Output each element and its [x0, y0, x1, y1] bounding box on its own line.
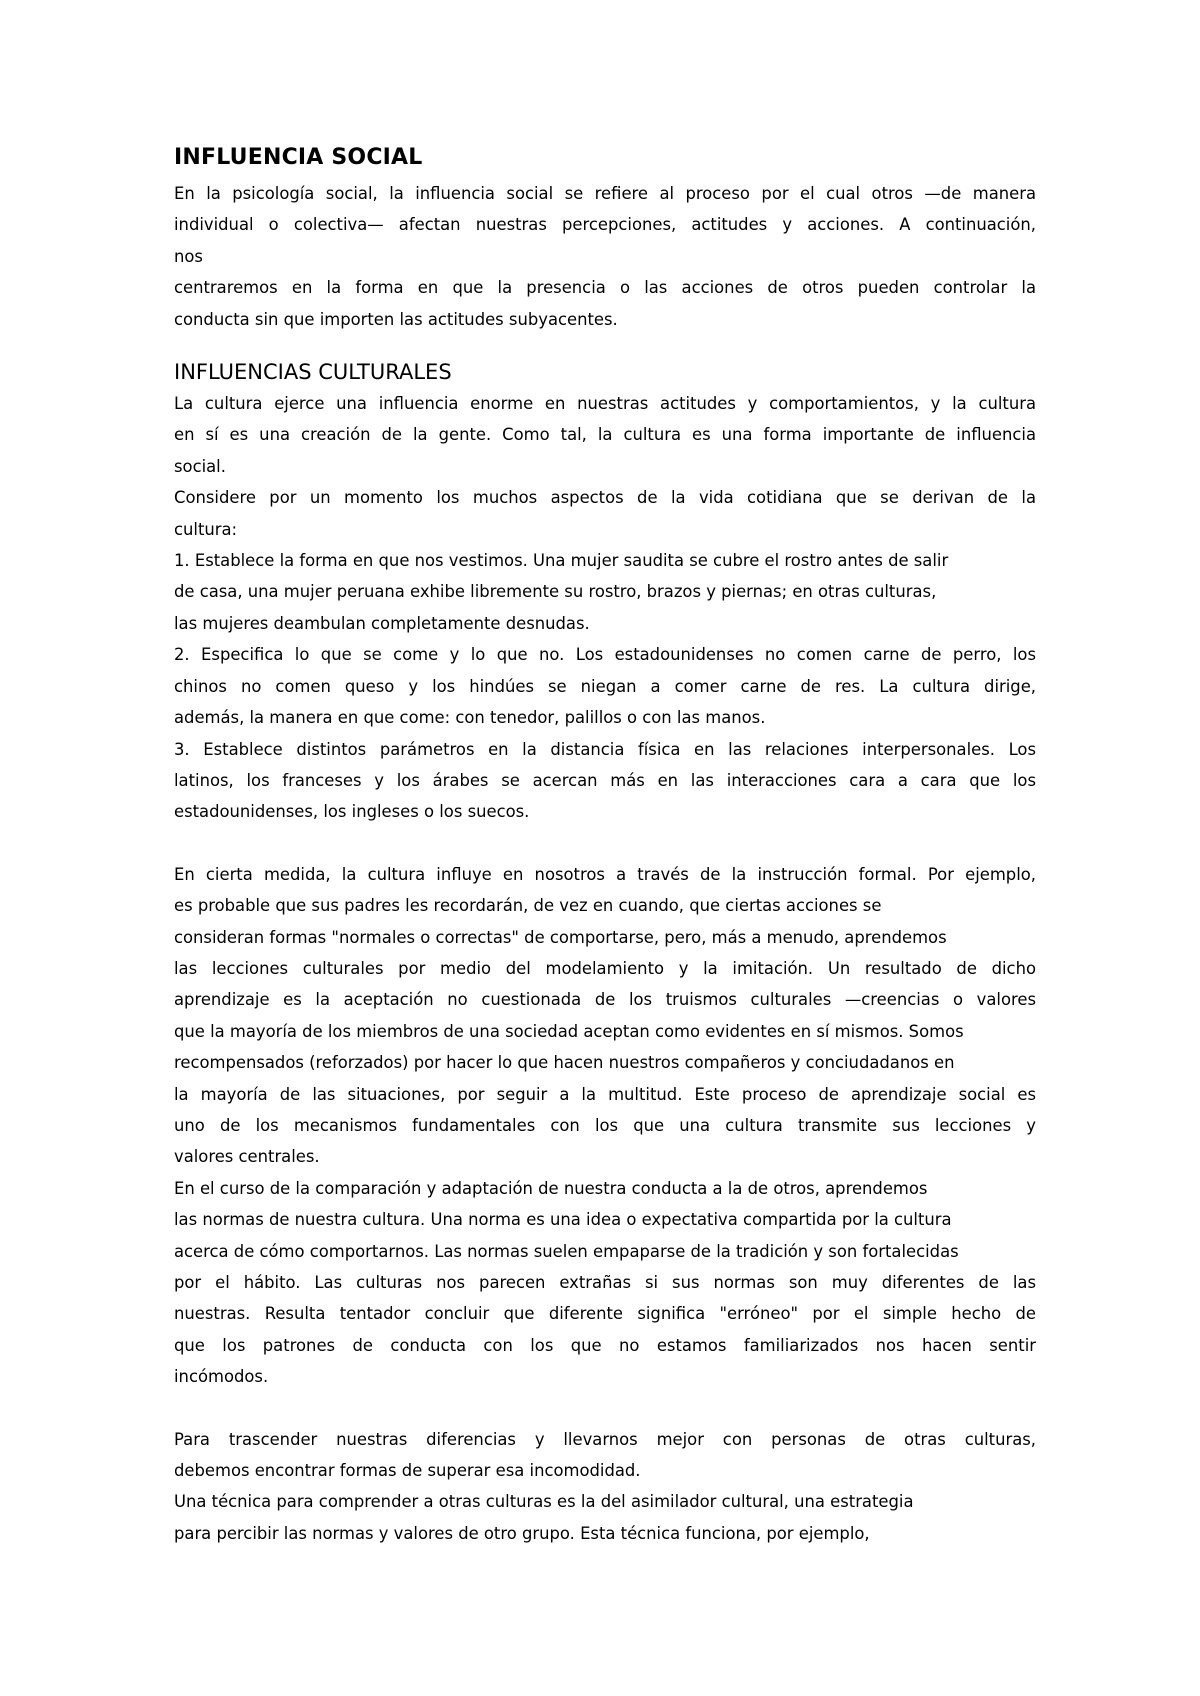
text-line: que los patrones de conducta con los que no estamos familiarizados nos hacen sentir	[174, 1335, 1036, 1355]
text-line: nos	[174, 246, 203, 266]
text-line: las normas de nuestra cultura. Una norma es una idea o expectativa compartida por la cultura	[174, 1210, 952, 1230]
text-line: las mujeres deambulan completamente desnudas.	[174, 613, 590, 633]
text-line: En cierta medida, la cultura influye en nosotros a través de la instrucción formal. Por ejemplo,	[174, 864, 1036, 884]
spacer	[174, 335, 1036, 356]
text-line: en sí es una creación de la gente. Como tal, la cultura es una forma importante de influencia	[174, 425, 1036, 445]
text-line: latinos, los franceses y los árabes se acercan más en las interacciones cara a cara que los	[174, 770, 1036, 790]
text-line: En la psicología social, la influencia social se refiere al proceso por el cual otros —de manera	[174, 184, 1036, 203]
text-line: recompensados (reforzados) por hacer lo que hacen nuestros compañeros y conciudadanos en	[174, 1053, 955, 1073]
text-line: por el hábito. Las culturas nos parecen extrañas si sus normas son muy diferentes de las	[174, 1273, 1036, 1292]
text-line: para percibir las normas y valores de otro grupo. Esta técnica funciona, por ejemplo,	[174, 1523, 870, 1543]
text-line: conducta sin que importen las actitudes subyacentes.	[174, 309, 618, 329]
text-line: 2. Especifica lo que se come y lo que no. Los estadounidenses no comen carne de perro, los	[174, 645, 1036, 665]
section2-paragraph-2	[174, 859, 1036, 1393]
section2-paragraph	[174, 388, 1036, 828]
spacer	[174, 1393, 1036, 1424]
heading-influencia-social: INFLUENCIA SOCIAL	[174, 145, 423, 170]
text-line: cultura:	[174, 519, 238, 539]
text-line: acerca de cómo comportarnos. Las normas suelen empaparse de la tradición y son fortalecidas	[174, 1241, 959, 1261]
text-line: individual o colectiva— afectan nuestras percepciones, actitudes y acciones. A continuación,	[174, 215, 1036, 235]
text-line: En el curso de la comparación y adaptación de nuestra conducta a la de otros, aprendemos	[174, 1178, 928, 1198]
document-content	[174, 138, 1036, 1549]
text-line: nuestras. Resulta tentador concluir que diferente significa "erróneo" por el simple hecho de	[174, 1304, 1036, 1324]
text-line: Para trascender nuestras diferencias y llevarnos mejor con personas de otras culturas,	[174, 1429, 1036, 1449]
text-line: estadounidenses, los ingleses o los suecos.	[174, 802, 530, 822]
text-line: Una técnica para comprender a otras culturas es la del asimilador cultural, una estrategia	[174, 1492, 914, 1512]
text-line: las lecciones culturales por medio del modelamiento y la imitación. Un resultado de dicho	[174, 958, 1036, 978]
text-line: la mayoría de las situaciones, por seguir a la multitud. Este proceso de aprendizaje social es	[174, 1084, 1036, 1104]
text-line: Considere por un momento los muchos aspectos de la vida cotidiana que se derivan de la	[174, 488, 1036, 508]
text-line: valores centrales.	[174, 1147, 320, 1167]
text-line: es probable que sus padres les recordarán, de vez en cuando, que ciertas acciones se	[174, 896, 882, 916]
text-line: incómodos.	[174, 1367, 269, 1387]
section2-paragraph-3	[174, 1424, 1036, 1550]
text-line: uno de los mecanismos fundamentales con los que una cultura transmite sus lecciones y	[174, 1115, 1036, 1135]
text-line: consideran formas "normales o correctas" de comportarse, pero, más a menudo, aprendemos	[174, 927, 947, 947]
text-line: aprendizaje es la aceptación no cuestionada de los truismos culturales —creencias o valores	[174, 990, 1036, 1010]
text-line: que la mayoría de los miembros de una sociedad aceptan como evidentes en sí mismos. Somos	[174, 1021, 964, 1041]
text-line: social.	[174, 456, 226, 476]
text-line: 1. Establece la forma en que nos vestimos. Una mujer saudita se cubre el rostro antes de salir	[174, 551, 949, 571]
text-line: La cultura ejerce una influencia enorme en nuestras actitudes y comportamientos, y la cultura	[174, 394, 1036, 414]
text-line: debemos encontrar formas de superar esa incomodidad.	[174, 1461, 641, 1481]
text-line: 3. Establece distintos parámetros en la distancia física en las relaciones interpersonales. Los	[174, 739, 1036, 759]
text-line: de casa, una mujer peruana exhibe libremente su rostro, brazos y piernas; en otras culturas,	[174, 582, 937, 602]
heading-influencias-culturales: INFLUENCIAS CULTURALES	[174, 360, 452, 385]
text-line: además, la manera en que come: con tenedor, palillos o con las manos.	[174, 708, 766, 728]
text-line: centraremos en la forma en que la presencia o las acciones de otros pueden controlar la	[174, 278, 1036, 298]
text-line: chinos no comen queso y los hindúes se niegan a comer carne de res. La cultura dirige,	[174, 676, 1036, 696]
spacer	[174, 828, 1036, 859]
section1-paragraph	[174, 178, 1036, 335]
